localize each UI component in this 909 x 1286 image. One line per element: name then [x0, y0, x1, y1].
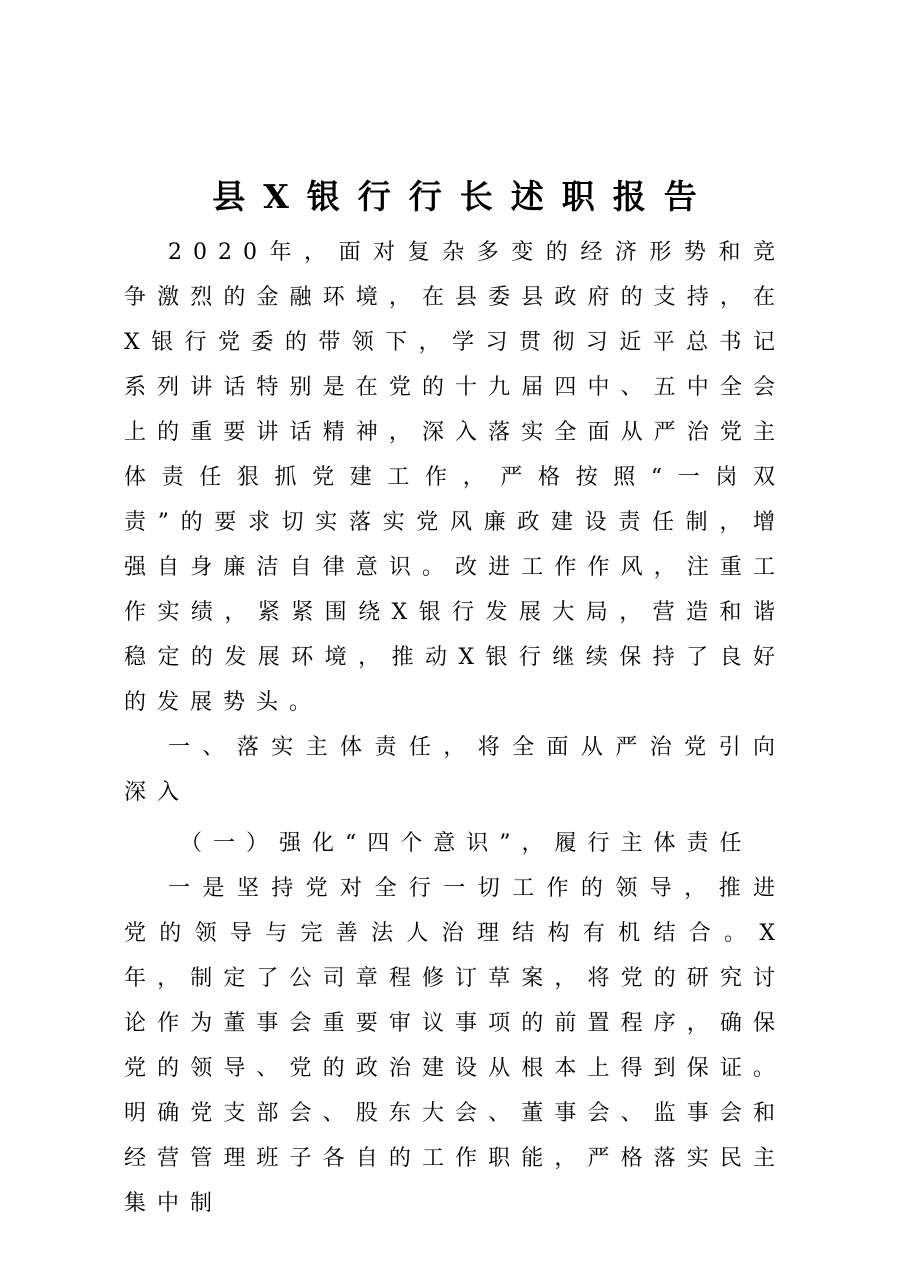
document-title: 县X银行行长述职报告: [212, 177, 715, 217]
document-body: [124, 230, 786, 1226]
paragraph-point-1: 一是坚持党对全行一切工作的领导，推进党的领导与完善法人治理结构有机结合。X年，制定了公司章程修订草案，将党的研究讨论作为董事会重要审议事项的前置程序，确保党的领导、党的政治建设从根本上得到保证。明确党支部会、股东大会、董事会、监事会和经营管理班子各自的工作职能，严格落实民主集中制: [124, 876, 786, 1216]
section-heading-1: 一、落实主体责任，将全面从严治党引向深入: [124, 735, 786, 805]
subsection-heading-1: （一）强化“四个意识”，履行主体责任: [180, 831, 753, 856]
paragraph-intro: 2020年，面对复杂多变的经济形势和竞争激烈的金融环境，在县委县政府的支持，在X银行党委的带领下，学习贯彻习近平总书记系列讲话特别是在党的十九届四中、五中全会上的重要讲话精神，深入落实全面从严治党主体责任狠抓党建工作，严格按照“一岗双责”的要求切实落实党风廉政建设责任制，增强自身廉洁自律意识。改进工作作风，注重工作实绩，紧紧围绕X银行发展大局，营造和谐稳定的发展环境，推动X银行继续保持了良好的发展势头。: [124, 240, 786, 715]
